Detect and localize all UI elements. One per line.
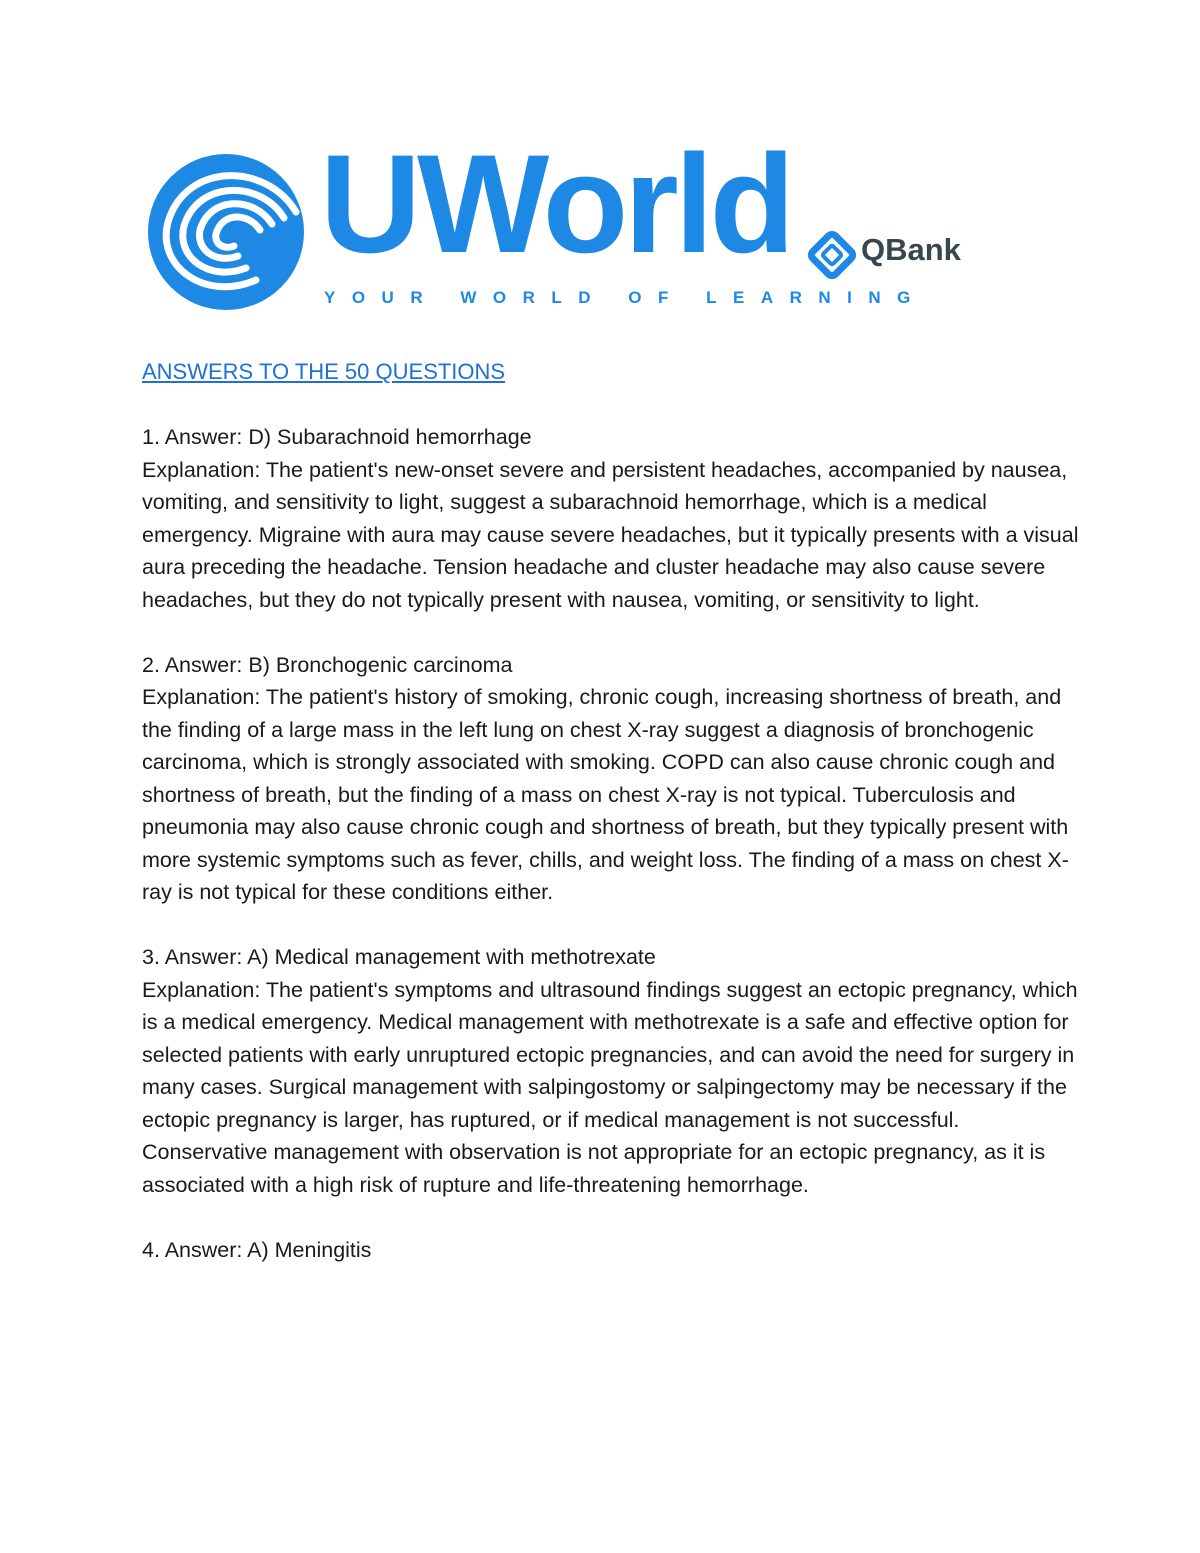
- uworld-swirl-icon: [146, 152, 306, 312]
- answer-line: 4. Answer: A) Meningitis: [142, 1237, 372, 1262]
- qbank-logo: [805, 224, 985, 284]
- answer-explanation: Explanation: The patient's symptoms and ultrasound findings suggest an ectopic pregnancy, which is a medical emergency. Medical management with methotrexate is a safe and effective option for selected patients with early unruptured ectopic pregnancies, and can avoid the need for surgery in many cases. Surgical management with salpingostomy or salpingectomy may be necessary if the ectopic pregnancy is larger, has ruptured, or if medical management is not successful. Conservative management with observation is not appropriate for an ectopic pregnancy, as it is associated with a high risk of rupture and life-threatening hemorrhage.: [142, 977, 1078, 1197]
- answer-item: [142, 649, 1082, 909]
- uworld-logo: [140, 125, 1010, 323]
- answers-heading-link[interactable]: ANSWERS TO THE 50 QUESTIONS: [142, 359, 506, 384]
- answer-item: [142, 1234, 1082, 1267]
- answer-item: [142, 421, 1082, 616]
- qbank-diamond-icon: [805, 228, 859, 282]
- qbank-label: QBank: [861, 232, 961, 267]
- answer-line: 2. Answer: B) Bronchogenic carcinoma: [142, 652, 513, 677]
- answer-explanation: Explanation: The patient's new-onset severe and persistent headaches, accompanied by nausea, vomiting, and sensitivity to light, suggest a subarachnoid hemorrhage, which is a medical emergency. Migraine with aura may cause severe headaches, but it typically presents with a visual aura preceding the headache. Tension headache and cluster headache may also cause severe headaches, but they do not typically present with nausea, vomiting, or sensitivity to light.: [142, 457, 1079, 612]
- answer-explanation: Explanation: The patient's history of smoking, chronic cough, increasing shortness of breath, and the finding of a large mass in the left lung on chest X-ray suggest a diagnosis of bronchogenic carcinoma, which is strongly associated with smoking. COPD can also cause chronic cough and shortness of breath, but the finding of a mass on chest X-ray is not typical. Tuberculosis and pneumonia may also cause chronic cough and shortness of breath, but they typically present with more systemic symptoms such as fever, chills, and weight loss. The finding of a mass on chest X-ray is not typical for these conditions either.: [142, 685, 1069, 904]
- answer-line: 1. Answer: D) Subarachnoid hemorrhage: [142, 425, 532, 449]
- uworld-wordmark: UWorld: [320, 125, 792, 282]
- uworld-tagline: YOUR WORLD OF LEARNING: [324, 288, 927, 307]
- answer-item: [142, 941, 1082, 1201]
- answers-content: [142, 356, 1082, 1299]
- answer-line: 3. Answer: A) Medical management with methotrexate: [142, 945, 656, 969]
